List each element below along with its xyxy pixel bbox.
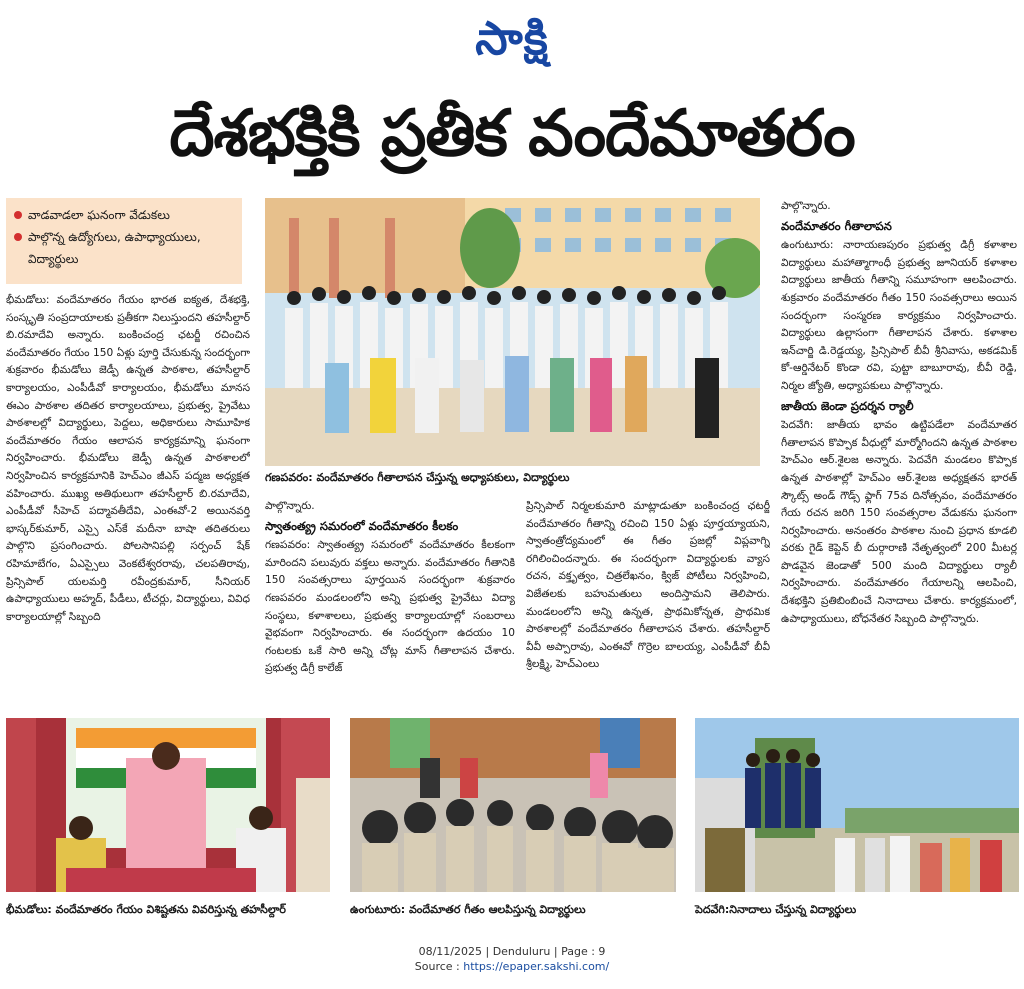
bullet-icon <box>14 211 22 219</box>
headline-container <box>0 78 1024 190</box>
highlights-box <box>6 198 242 284</box>
photo-illustration <box>6 718 330 892</box>
main-photo-illustration <box>265 198 760 466</box>
subheading: జాతీయ జెండా ప్రదర్శన ర్యాలీ <box>781 398 914 413</box>
photo-caption: భీమడోలు: వందేమాతరం గేయం విశిష్టతను వివరిస్తున్న తహసీల్దార్ <box>6 903 286 916</box>
bullet-icon <box>14 233 22 241</box>
subheading: వందేమాతరం గీతాలాపన <box>781 218 892 233</box>
article-paragraph: గణపవరం: స్వాతంత్య్ర సమరంలో వందేమాతరం కీలకంగా మారిందని పలువురు వక్తలు అన్నారు. వందేమాతరం గీతానికి 150 సంవత్సరాలు పూర్తయిన సందర్భంగా శుక్రవారం గణపవరం మండలంలోని అన్ని ప్రభుత్వ ప్రైవేటు విద్యా సంస్థలు, కళాశాలలు, ప్రభుత్వ కార్యాలయాల్లో సంబరాలు వైభవంగా నిర్వహించారు. ఈ సందర్భంగా ఉదయం 10 గంటలకు ఒకే సారి అన్ని చోట్ల మాస్ గీతాలాపన చేశారు. ప్రభుత్వ డిగ్రీ కాలేజ్ <box>265 539 515 675</box>
edition-info: 08/11/2025 | Denduluru | Page : 9 <box>418 945 606 958</box>
article-paragraph: ఉంగుటూరు: నారాయణపురం ప్రభుత్వ డిగ్రీ కళాశాల విద్యార్థులు మహాత్మాగాంధీ ప్రభుత్వ జూనియర్ కళాశాల విద్యార్థులు జాతీయ గీతాన్ని సమూహంగా ఆలపించారు. శుక్రవారం వందేమాతరం గీతం 150 సంవత్సరాలు అయిన సందర్భంగా సంస్మరణ కార్యక్రమం నిర్వహించారు. విద్యార్థులు ఉల్లాసంగా గీతాలాపన చేశారు. కళాశాల ఇన్‌చార్జి డి.రెడ్డయ్య, ప్రిన్సిపాల్ బీవీ శ్రీనివాసు, అకడమిక్ కో-ఆర్డినేటర్ కొండా రవి, పుట్టా బాబూరావు, బీవీ రెడ్డి, నిర్మల జ్యోతి, అధ్యాపకులు పాల్గొన్నారు. <box>781 239 1017 392</box>
continuation-text: పాల్గొన్నారు. <box>781 200 831 212</box>
highlight-item <box>14 226 234 270</box>
article-paragraph: పెదవేగి: జాతీయ భావం ఉట్టిపడేలా వందేమాతర గీతాలాపన కొప్పాక వీధుల్లో మార్మోగిందని ఉన్నత పాఠశాల హెచ్ఎం ఆర్.శైలజ అన్నారు. పెదవేగి మండలం కొప్పాక ఉన్నత పాఠశాల్లో హెచ్ఎం ఆర్.శైలజ అధ్యక్షతన భారత్ స్కౌట్స్ అండ్ గౌడ్స్ ఫ్లాగ్ 75వ దినోత్సవం, వందేమాతరం గేయ రచన జరిగి 150 సంవత్సరాల వేడుకను ఘనంగా నిర్వహించారు. అనంతరం పాఠశాల నుంచి ప్రధాన కూడలి వరకు గైడ్ కెప్టెన్ బీ దుర్గారాణి నేతృత్వంలో 200 మీటర్ల పొడవైన జెండాతో 500 మంది విద్యార్థులు ర్యాలీ నిర్వహించారు. వందేమాతరం గేయాలన్ని ఆలపించి, దేశభక్తిని ప్రతిబింబించే నినాదాలు చేశారు. కార్యక్రమంలో, ఉపాధ్యాయులు, బోధనేతర సిబ్బంది పాల్గొన్నారు. <box>781 419 1017 625</box>
photo-illustration <box>350 718 676 892</box>
bottom-photo-2 <box>350 718 676 892</box>
article-paragraph: ప్రిన్సిపాల్ నిర్మలకుమారి మాట్లాడుతూ బంకించంద్ర ఛటర్జీ వందేమాతరం గీతాన్ని రచించి 150 ఏళ్లు పూర్తయ్యాయని, స్వాతంత్రోద్యమంలో ఈ గీతం ప్రజల్లో విప్లవాగ్ని రగిలించిందన్నారు. ఈ సందర్భంగా విద్యార్థులకు వ్యాస రచన, వక్తృత్వం, చిత్రలేఖనం, క్విజ్ పోటీలు నిర్వహించి, విజేతలకు బహుమతులు అందిస్తామని తెలిపారు. మండలంలోని అన్ని ఉన్నత, ప్రాథమికోన్నత, ప్రాథమిక పాఠశాలల్లో వందేమాతరం గీతాలాపన చేశారు. తహసీల్దార్ వీవీ అప్పారావు, ఎంఈవో గొర్రెల బాలయ్య, ఎంపీడీవో బీవీ శ్రీలక్ష్మి, హెచ్ఎంలు <box>526 500 770 671</box>
highlight-item <box>14 204 234 226</box>
continuation-text: పాల్గొన్నారు. <box>265 500 315 512</box>
photo-caption: ఉంగుటూరు: వందేమాతర గీతం ఆలపిస్తున్న విద్యార్థులు <box>350 903 586 916</box>
article-column-1 <box>6 292 250 704</box>
masthead <box>0 4 1024 72</box>
newspaper-logo: సాక్షి <box>475 11 549 65</box>
photo-illustration <box>695 718 1019 892</box>
article-column-2 <box>265 498 515 706</box>
main-photo-caption: గణపవరం: వందేమాతరం గీతాలాపన చేస్తున్న అధ్యాపకులు, విద్యార్థులు <box>265 471 570 484</box>
source-label: Source : <box>414 960 464 973</box>
article-headline: దేశభక్తికి ప్రతీక వందేమాతరం <box>169 97 855 171</box>
source-link[interactable]: https://epaper.sakshi.com/ <box>463 960 610 973</box>
subheading: స్వాతంత్య్ర సమరంలో వందేమాతరం కీలకం <box>265 518 459 533</box>
article-paragraph: భీమడోలు: వందేమాతరం గేయం భారత ఐక్యత, దేశభక్తి, సంస్కృతి సంప్రదాయాలకు ప్రతీకగా నిలుస్తుందని తహసీల్దార్ బి.రమాదేవి అన్నారు. బంకించంద్ర ఛటర్జీ రచించిన వందేమాతరం గేయం 150 ఏళ్లు పూర్తి చేసుకున్న సందర్భంగా శుక్రవారం భీమడోలు జెడ్పీ ఉన్నత పాఠశాల, తహసీల్దార్ కార్యాలయం, ఎంపీడీవో కార్యాలయం, భీమడోలు మానస ఈఎం పాఠశాల తదితర కార్యాలయాలు, ప్రభుత్వ, ప్రైవేటు పాఠశాలల్లో విద్యార్థులు, పెద్దలు, అధికారులు సామూహిక వందేమాతరం గేయం ఆలాపన కార్యక్రమాన్ని ఘనంగా నిర్వహించారు. భీమడోలు జెడ్పీ ఉన్నత పాఠశాలలో నిర్వహించిన కార్యక్రమానికి హెచ్ఎం జీఎస్ పద్మజ అధ్యక్షత వహించారు. ముఖ్య అతిథులుగా తహసీల్దార్ బి.రమాదేవి, ఎంపీడీవో సీహెచ్ పద్మావతీదేవి, ఎంఈవో-2 అయినవర్తి భాస్కర్‌కుమార్, ఎస్సై ఎస్‌కే మదీనా బాషా తదితరులు పాల్గొని ప్రసంగించారు. పోలసానిపల్లి సర్పంచ్ షేక్ రహిమాబేగం, ఏఎస్సైలు వెంకటేశ్వరరావు, చలపతిరావు, ప్రిన్సిపాల్ యలమర్తి రవీంద్రకుమార్, సీనియర్ ఉపాధ్యాయులు అహ్మద్, పీడీలు, టీచర్లు, విద్యార్థులు, వివిధ కార్యాలయాల్లో సిబ్బంది <box>6 294 250 623</box>
article-column-4 <box>781 198 1017 706</box>
highlight-text: పాల్గొన్న ఉద్యోగులు, ఉపాధ్యాయులు, విద్యార్థులు <box>28 230 201 266</box>
article-column-3 <box>526 498 770 706</box>
bottom-photo-3 <box>695 718 1019 892</box>
source-line <box>0 959 1024 974</box>
photo-caption: పెదవేగి:నినాదాలు చేస్తున్న విద్యార్థులు <box>695 903 857 916</box>
main-photo <box>265 198 760 466</box>
highlight-text: వాడవాడలా ఘనంగా వేడుకలు <box>28 208 170 222</box>
page-footer <box>0 944 1024 974</box>
bottom-photo-1 <box>6 718 330 892</box>
